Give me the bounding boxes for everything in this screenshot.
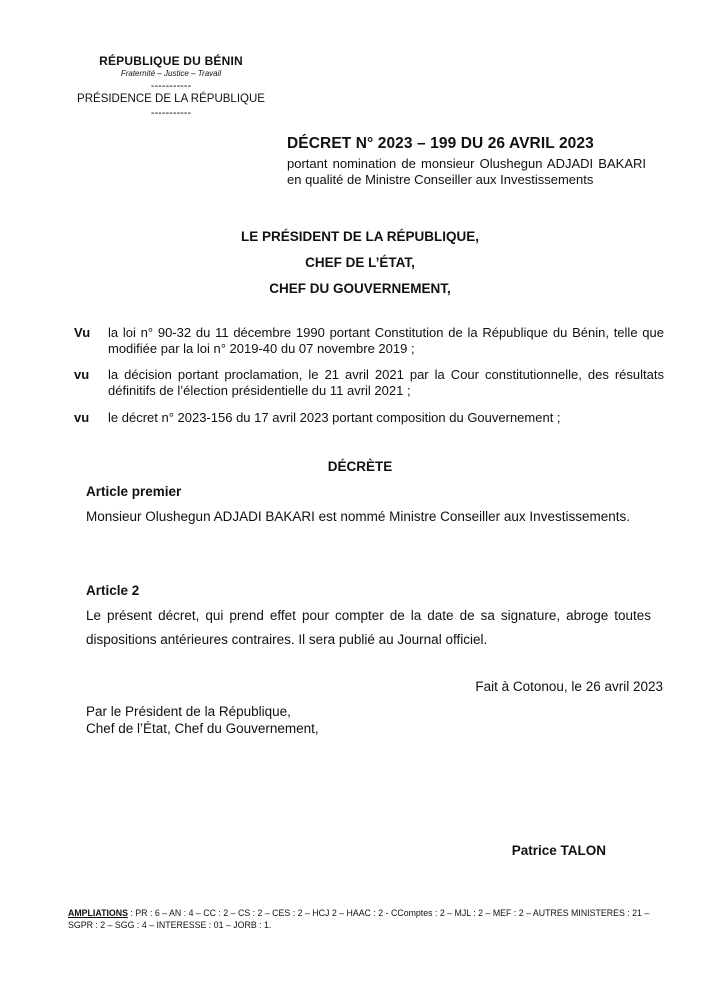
- article-2-title: Article 2: [86, 583, 140, 598]
- visa-item: [74, 367, 664, 399]
- president-block: [0, 228, 720, 306]
- presidence-label: PRÉSIDENCE DE LA RÉPUBLIQUE: [77, 93, 265, 105]
- national-motto: Fraternité – Justice – Travail: [120, 69, 222, 78]
- visa-item: [74, 325, 664, 357]
- article-2-body: Le présent décret, qui prend effet pour compter de la date de sa signature, abroge toutes dispositions antérieures contraires. Il sera publié au Journal officiel.: [86, 608, 651, 647]
- article-1-body: Monsieur Olushegun ADJADI BAKARI est nommé Ministre Conseiller aux Investissements.: [86, 509, 630, 524]
- separator-top: -----------: [150, 80, 192, 92]
- president-line-3: CHEF DU GOUVERNEMENT,: [269, 281, 451, 296]
- visa-key: vu: [74, 367, 90, 382]
- visa-key: vu: [74, 410, 90, 425]
- ampliations-text: : PR : 6 – AN : 4 – CC : 2 – CS : 2 – CES : 2 – HCJ 2 – HAAC : 2 - CComptes : 2 – MJL : 2 – MEF : 2 – AUTRES MINISTERES : 21 – SGPR : 2 – SGG : 4 – INTERESSE : 01 – JORB : 1.: [68, 908, 650, 930]
- authority-line-1: Par le Président de la République,: [86, 704, 291, 719]
- separator-bottom: -----------: [150, 107, 192, 119]
- visa-text: le décret n° 2023-156 du 17 avril 2023 portant composition du Gouvernement ;: [108, 410, 561, 425]
- decree-title: DÉCRET N° 2023 – 199 DU 26 AVRIL 2023: [287, 135, 594, 152]
- decrete-heading: DÉCRÈTE: [327, 459, 393, 474]
- authority-line-2: Chef de l’État, Chef du Gouvernement,: [86, 721, 319, 736]
- signatory-name: Patrice TALON: [511, 843, 606, 858]
- republic-name: RÉPUBLIQUE DU BÉNIN: [99, 54, 243, 68]
- place-date: Fait à Cotonou, le 26 avril 2023: [475, 679, 663, 694]
- article-1-title: Article premier: [86, 484, 182, 499]
- president-line-2: CHEF DE L’ÉTAT,: [305, 255, 415, 270]
- ampliations: [68, 907, 658, 931]
- signature-authority: [86, 703, 319, 737]
- letterhead: [60, 54, 282, 119]
- ampliations-label: AMPLIATIONS: [68, 908, 128, 918]
- president-line-1: LE PRÉSIDENT DE LA RÉPUBLIQUE,: [240, 229, 480, 244]
- visa-text: la décision portant proclamation, le 21 avril 2021 par la Cour constitutionnelle, des résultats définitifs de l’élection présidentielle du 11 avril 2021 ;: [108, 367, 664, 398]
- decree-object: portant nomination de monsieur Olushegun ADJADI BAKARI en qualité de Ministre Conseiller aux Investissements: [287, 156, 646, 187]
- visa-key: Vu: [74, 325, 91, 340]
- visa-text: la loi n° 90-32 du 11 décembre 1990 portant Constitution de la République du Bénin, telle que modifiée par la loi n° 2019-40 du 07 novembre 2019 ;: [108, 325, 664, 356]
- decree-heading: [287, 135, 646, 187]
- visa-item: [74, 410, 664, 426]
